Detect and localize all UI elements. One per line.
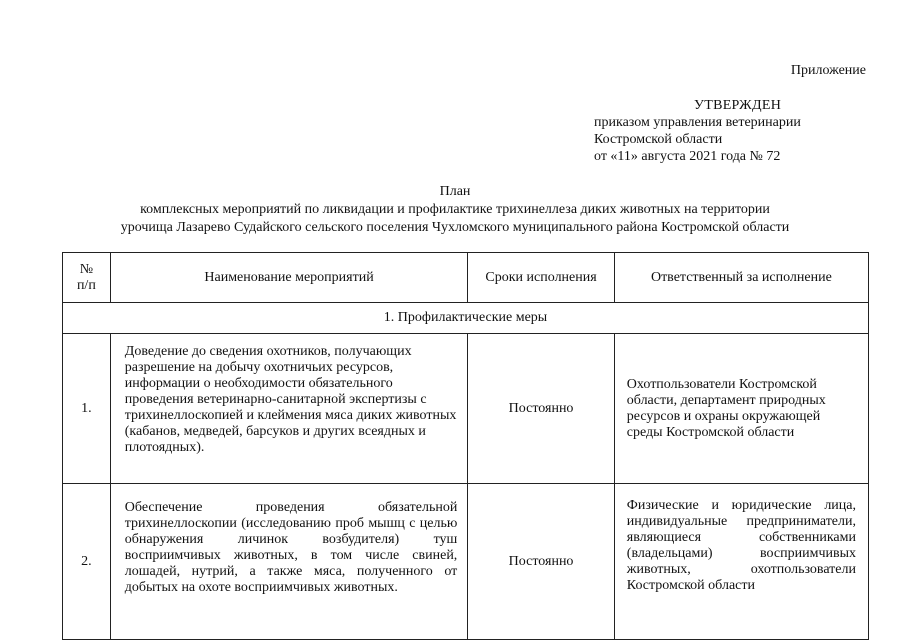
approval-block	[594, 97, 801, 165]
approved-line: приказом управления ветеринарии	[594, 115, 801, 130]
row-responsible: Физические и юридические лица, индивидуальные предприниматели, являющиеся собственниками (владельцами) восприимчивых животных, охотпользователи Костромской области	[614, 484, 868, 640]
header-num-text: № п/п	[76, 261, 96, 293]
table-row	[63, 334, 869, 484]
row-term: Постоянно	[468, 484, 614, 640]
row-responsible: Охотпользователи Костромской области, департамент природных ресурсов и охраны окружающей среды Костромской области	[614, 334, 868, 484]
table-header-row	[63, 253, 869, 303]
header-term: Сроки исполнения	[468, 253, 614, 303]
header-num	[63, 253, 111, 303]
row-name: Обеспечение проведения обязательной трихинеллоскопии (исследованию проб мышц с целью обнаружения личинок возбудителя) туш восприимчивых животных, в том числе свиней, лошадей, нутрий, а также мяса, полученного от добытых на охоте восприимчивых животных.	[110, 484, 468, 640]
plan-subtitle-line: урочища Лазарево Судайского сельского поселения Чухломского муниципального района Костромской области	[120, 220, 790, 235]
plan-heading	[40, 183, 870, 237]
section-title: 1. Профилактические меры	[63, 303, 869, 334]
row-num: 2.	[63, 484, 111, 640]
plan-subtitle-line: комплексных мероприятий по ликвидации и профилактике трихинеллеза диких животных на территории	[140, 202, 770, 217]
measures-table	[62, 252, 869, 640]
row-num: 1.	[63, 334, 111, 484]
approved-title: УТВЕРЖДЕН	[694, 98, 782, 113]
plan-title: План	[439, 184, 471, 199]
approved-line: Костромской области	[594, 132, 723, 147]
section-row	[63, 303, 869, 334]
appendix-label: Приложение	[790, 63, 866, 78]
header-name: Наименование мероприятий	[110, 253, 468, 303]
header-responsible: Ответственный за исполнение	[614, 253, 868, 303]
approved-line: от «11» августа 2021 года № 72	[594, 149, 781, 164]
row-term: Постоянно	[468, 334, 614, 484]
table-row	[63, 484, 869, 640]
row-name: Доведение до сведения охотников, получающих разрешение на добычу охотничьих ресурсов, информации о необходимости обязательного проведения ветеринарно-санитарной экспертизы с трихинеллоскопией и клеймения мяса диких животных (кабанов, медведей, барсуков и других всеядных и плотоядных).	[110, 334, 468, 484]
